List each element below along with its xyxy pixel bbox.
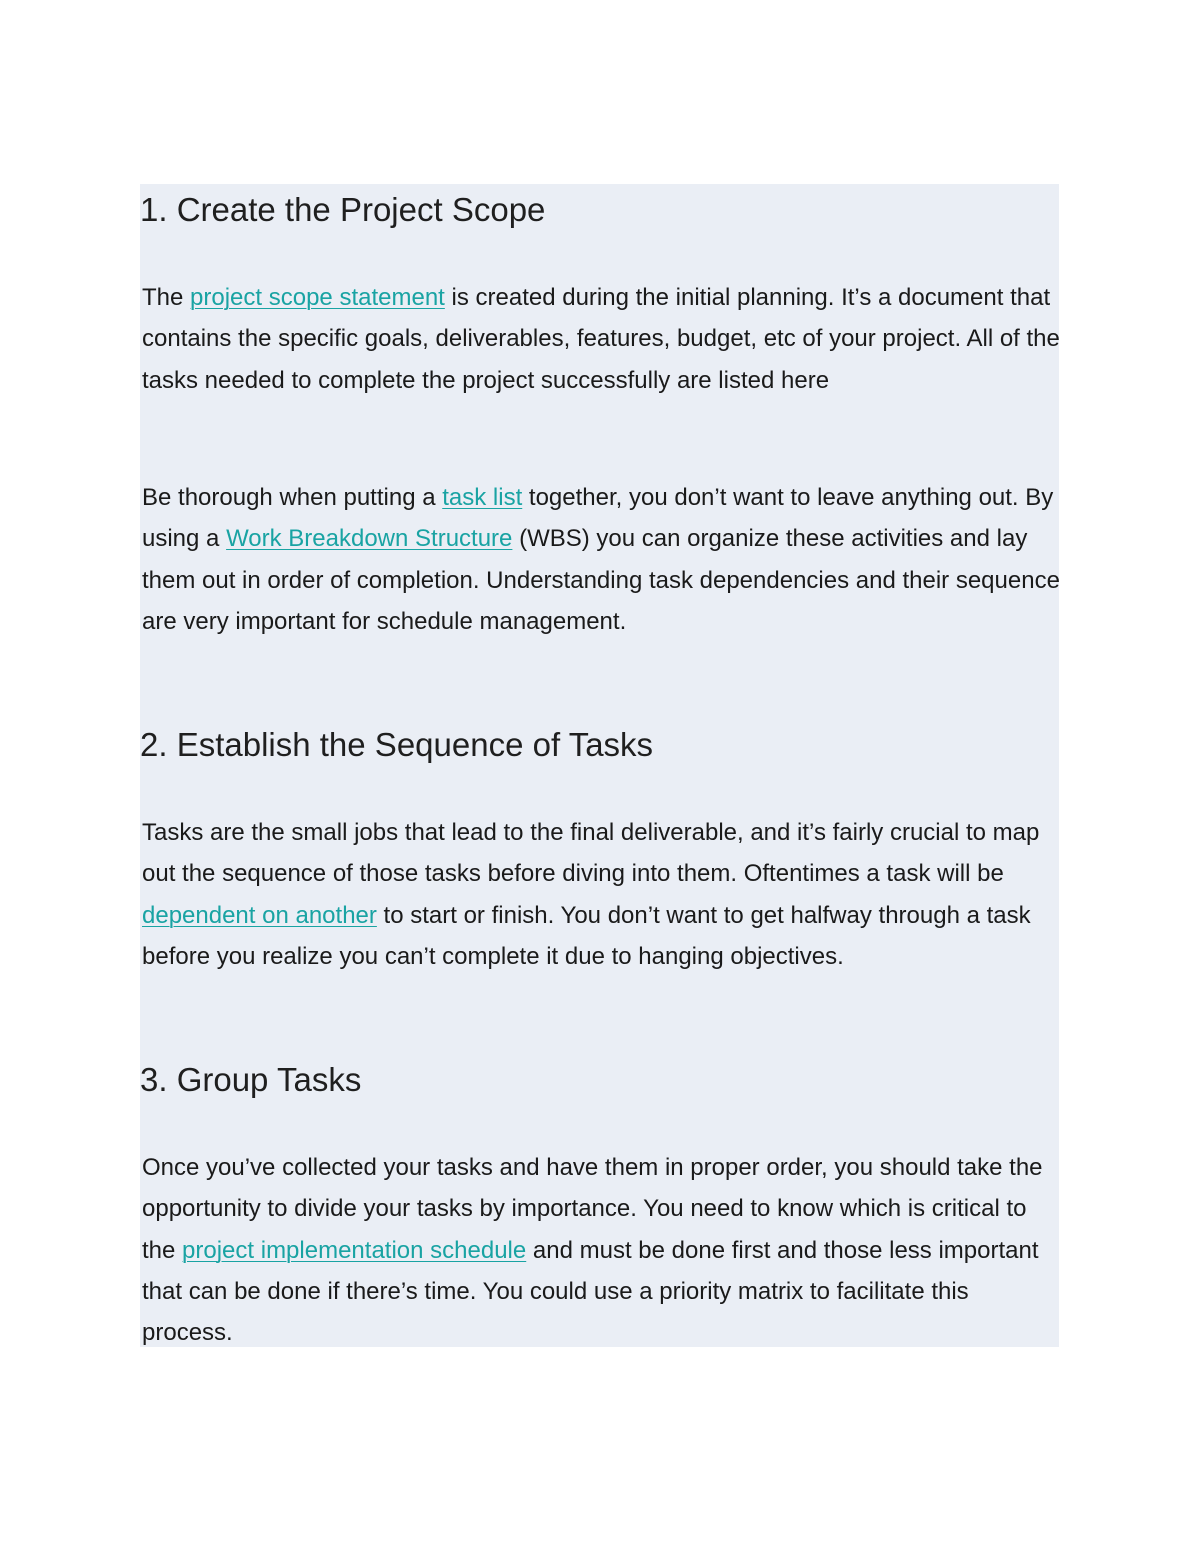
text-run: The [142,284,191,311]
section-heading: 2. Establish the Sequence of Tasks [140,726,654,763]
document-content [140,184,1059,1347]
text-run: together, you don’t want to leave anything out. By using a [142,484,1054,553]
text-run: (WBS) you can organize these activities and lay them out in order of completion. Understanding task dependencies and their sequence are very important for schedule management. [142,525,1060,635]
work-breakdown-structure-link[interactable]: Work Breakdown Structure [226,525,513,553]
section-heading: 3. Group Tasks [140,1061,362,1098]
paragraph [140,277,1061,401]
text-run: to start or finish. You don’t want to get halfway through a task before you realize you can’t complete it due to hanging objectives. [142,901,1031,970]
project-implementation-schedule-link[interactable]: project implementation schedule [182,1236,527,1264]
text-run: Tasks are the small jobs that lead to the final deliverable, and it’s fairly crucial to map out the sequence of those tasks before diving into them. Oftentimes a task will be [142,819,1040,888]
section-heading: 1. Create the Project Scope [140,191,546,228]
text-run: Be thorough when putting a [142,484,443,511]
paragraph [140,812,1061,977]
text-run: Once you’ve collected your tasks and have them in proper order, you should take the opportunity to divide your tasks by importance. You need to know which is critical to the [142,1154,1043,1264]
dependent-on-another-link[interactable]: dependent on another [142,901,377,929]
paragraph [140,477,1061,642]
text-run: and must be done first and those less important that can be done if there’s time. You could use a priority matrix to facilitate this process. [142,1236,1039,1347]
text-run: is created during the initial planning. It’s a document that contains the specific goals, deliverables, features, budget, etc of your project. All of the tasks needed to complete the project successfully are listed here [142,284,1060,394]
project-scope-statement-link[interactable]: project scope statement [190,284,445,311]
paragraph [140,1147,1061,1353]
task-list-link[interactable]: task list [442,484,523,511]
